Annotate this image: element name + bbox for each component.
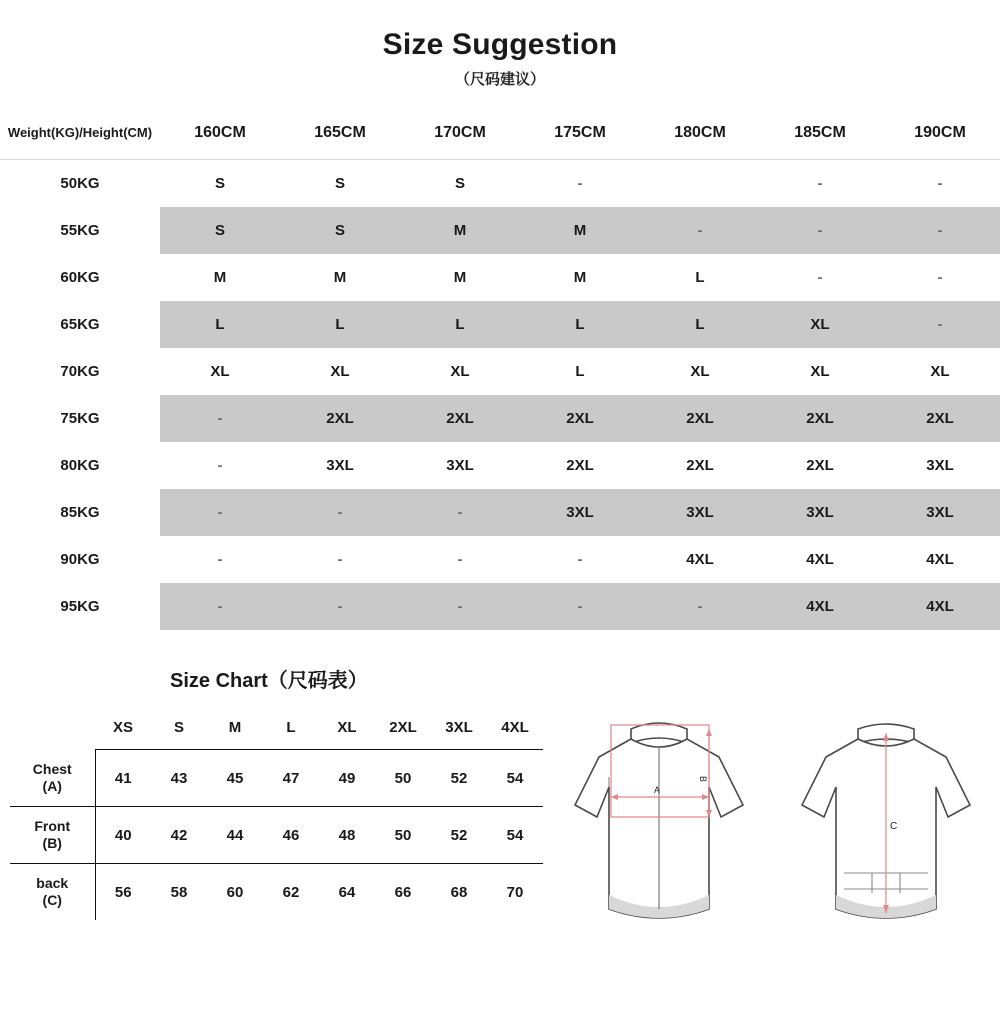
- column-header: XS: [95, 705, 151, 750]
- column-header: 4XL: [487, 705, 543, 750]
- table-cell: 3XL: [926, 457, 954, 474]
- table-cell: 3XL: [640, 489, 760, 536]
- table-cell: -: [217, 457, 223, 474]
- table-cell: -: [937, 269, 943, 286]
- table-cell: 2XL: [280, 395, 400, 442]
- table-cell: -: [400, 583, 520, 630]
- table-cell: 4XL: [880, 583, 1000, 630]
- table-cell: L: [280, 301, 400, 348]
- column-header: 175CM: [520, 107, 640, 160]
- table-cell: 2XL: [400, 395, 520, 442]
- table-cell: -: [160, 395, 280, 442]
- table-cell: S: [334, 175, 345, 192]
- row-header: 90KG: [0, 536, 160, 583]
- table-cell: XL: [690, 363, 710, 380]
- table-cell: 54: [506, 769, 524, 787]
- table-cell: 44: [207, 807, 263, 864]
- table-cell: 56: [95, 864, 151, 921]
- size-chart-table-wrap: [0, 705, 545, 920]
- table-cell: XL: [930, 363, 950, 380]
- table-cell: 48: [319, 807, 375, 864]
- table-row: [10, 864, 543, 921]
- row-label-top: Chest: [32, 760, 72, 777]
- table-cell: -: [760, 207, 880, 254]
- table-cell: 70: [487, 864, 543, 921]
- table-row: [0, 254, 1000, 301]
- table-cell: -: [280, 489, 400, 536]
- corner-header: Weight(KG)/Height(CM): [0, 107, 160, 160]
- table-cell: 2XL: [806, 457, 834, 474]
- table-cell: 3XL: [326, 457, 354, 474]
- table-cell: -: [520, 583, 640, 630]
- table-cell: XL: [760, 301, 880, 348]
- table-cell: 62: [263, 864, 319, 921]
- row-label-bottom: (A): [42, 777, 62, 794]
- row-header: [10, 807, 95, 864]
- table-cell: L: [640, 301, 760, 348]
- table-cell: -: [817, 269, 823, 286]
- table-cell: -: [280, 583, 400, 630]
- table-cell: L: [575, 363, 585, 380]
- table-cell: -: [160, 583, 280, 630]
- table-row: [0, 489, 1000, 536]
- table-cell: [640, 160, 760, 208]
- table-cell: 64: [319, 864, 375, 921]
- column-header: XL: [319, 705, 375, 750]
- table-cell: 47: [282, 769, 300, 787]
- page-title: Size Suggestion: [382, 28, 618, 61]
- column-header: 170CM: [400, 107, 520, 160]
- measurement-header: [10, 705, 95, 750]
- jersey-front-diagram: [559, 713, 759, 943]
- column-header: 3XL: [431, 705, 487, 750]
- row-header: 95KG: [0, 583, 160, 630]
- table-row: [0, 301, 1000, 348]
- row-header: 50KG: [0, 160, 160, 208]
- table-cell: 2XL: [880, 395, 1000, 442]
- measure-label-b: B: [697, 776, 708, 783]
- table-row: [0, 536, 1000, 583]
- table-cell: 2XL: [520, 395, 640, 442]
- table-cell: -: [880, 207, 1000, 254]
- table-row: [10, 807, 543, 864]
- row-header: 60KG: [0, 254, 160, 301]
- table-cell: 49: [338, 769, 356, 787]
- table-cell: L: [160, 301, 280, 348]
- table-cell: -: [880, 301, 1000, 348]
- row-label-top: back: [36, 875, 69, 892]
- row-label-bottom: (B): [42, 835, 62, 851]
- table-cell: 2XL: [566, 457, 594, 474]
- table-cell: 2XL: [686, 457, 714, 474]
- column-header: 165CM: [280, 107, 400, 160]
- table-cell: 66: [375, 864, 431, 921]
- row-header: 55KG: [0, 207, 160, 254]
- table-cell: -: [640, 583, 760, 630]
- column-header: 190CM: [880, 107, 1000, 160]
- table-cell: 54: [487, 807, 543, 864]
- table-cell: 2XL: [640, 395, 760, 442]
- table-cell: -: [640, 207, 760, 254]
- column-header: L: [263, 705, 319, 750]
- table-cell: XL: [450, 363, 470, 380]
- table-cell: 4XL: [686, 551, 714, 568]
- table-cell: 4XL: [806, 551, 834, 568]
- table-cell: M: [573, 269, 587, 286]
- table-cell: L: [520, 301, 640, 348]
- table-cell: 4XL: [926, 551, 954, 568]
- row-header: [10, 750, 95, 807]
- table-cell: -: [457, 551, 463, 568]
- table-cell: M: [213, 269, 227, 286]
- size-suggestion-table: [0, 107, 1000, 630]
- size-suggestion-table-wrap: [0, 107, 1000, 630]
- table-cell: 2XL: [760, 395, 880, 442]
- table-cell: S: [160, 207, 280, 254]
- size-guide-page: [0, 28, 1000, 1028]
- size-chart-table: [10, 705, 543, 920]
- table-cell: 43: [170, 769, 188, 787]
- table-cell: 3XL: [446, 457, 474, 474]
- table-header-row: [0, 107, 1000, 160]
- table-cell: 3XL: [880, 489, 1000, 536]
- size-chart-section: [0, 705, 1000, 943]
- table-header-row: [10, 705, 543, 750]
- size-chart-title: Size Chart（尺码表）: [170, 670, 368, 692]
- table-cell: 68: [431, 864, 487, 921]
- row-header: 75KG: [0, 395, 160, 442]
- table-cell: -: [817, 175, 823, 192]
- column-header: 185CM: [760, 107, 880, 160]
- table-cell: M: [400, 207, 520, 254]
- table-cell: -: [400, 489, 520, 536]
- row-header: 70KG: [0, 348, 160, 395]
- table-cell: 46: [263, 807, 319, 864]
- row-header: [10, 864, 95, 921]
- table-cell: XL: [210, 363, 230, 380]
- table-row: [10, 750, 543, 807]
- table-cell: -: [160, 489, 280, 536]
- table-row: [0, 583, 1000, 630]
- table-cell: M: [453, 269, 467, 286]
- table-cell: 50: [375, 807, 431, 864]
- table-cell: 40: [95, 807, 151, 864]
- table-cell: 45: [226, 769, 244, 787]
- table-cell: -: [577, 551, 583, 568]
- row-header: 80KG: [0, 442, 160, 489]
- table-cell: XL: [330, 363, 350, 380]
- table-row: [0, 442, 1000, 489]
- table-cell: XL: [810, 363, 830, 380]
- row-header: 85KG: [0, 489, 160, 536]
- row-label-bottom: (C): [42, 892, 62, 908]
- table-cell: -: [577, 175, 583, 192]
- row-label-top: Front: [34, 818, 71, 835]
- table-row: [0, 348, 1000, 395]
- table-cell: 3XL: [520, 489, 640, 536]
- column-header: 2XL: [375, 705, 431, 750]
- table-cell: 3XL: [760, 489, 880, 536]
- table-cell: S: [454, 175, 465, 192]
- table-cell: 52: [431, 807, 487, 864]
- table-cell: 52: [450, 769, 468, 787]
- table-cell: 4XL: [760, 583, 880, 630]
- table-row: [0, 207, 1000, 254]
- table-cell: 50: [394, 769, 412, 787]
- table-cell: M: [333, 269, 347, 286]
- table-cell: S: [214, 175, 225, 192]
- jersey-illustrations: [545, 705, 1000, 943]
- table-cell: L: [695, 269, 705, 286]
- table-cell: -: [217, 551, 223, 568]
- measure-label-c: C: [890, 821, 898, 832]
- column-header: 160CM: [160, 107, 280, 160]
- row-header: 65KG: [0, 301, 160, 348]
- column-header: M: [207, 705, 263, 750]
- table-row: [0, 395, 1000, 442]
- table-cell: 42: [151, 807, 207, 864]
- table-cell: -: [337, 551, 343, 568]
- table-cell: L: [400, 301, 520, 348]
- table-cell: -: [937, 175, 943, 192]
- column-header: 180CM: [640, 107, 760, 160]
- table-cell: 60: [207, 864, 263, 921]
- column-header: S: [151, 705, 207, 750]
- table-cell: S: [280, 207, 400, 254]
- table-cell: 41: [114, 769, 132, 787]
- table-row: [0, 160, 1000, 208]
- measure-label-a: A: [653, 785, 660, 795]
- jersey-back-diagram: [786, 713, 986, 943]
- page-subtitle: （尺码建议）: [454, 71, 545, 88]
- table-cell: M: [520, 207, 640, 254]
- table-cell: 58: [151, 864, 207, 921]
